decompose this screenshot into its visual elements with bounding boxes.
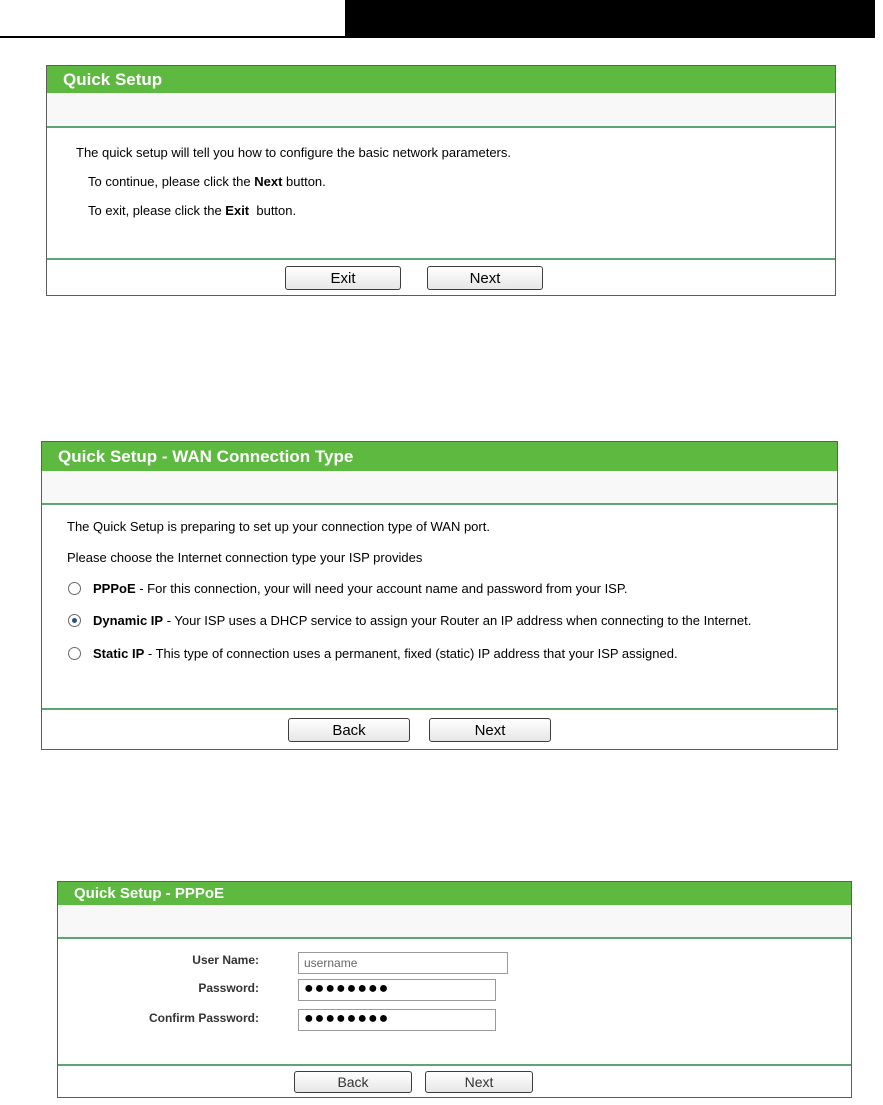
wan-intro-text: The Quick Setup is preparing to set up your connection type of WAN port. [67,519,490,534]
exit-text-post: button. [249,203,297,218]
option-dynamic-ip-name: Dynamic IP [93,613,164,628]
panel-stripe [47,93,835,128]
panel-footer [47,258,835,295]
panel-title: Quick Setup [47,66,835,93]
user-name-label: User Name: [192,953,259,967]
confirm-password-input[interactable]: ●●●●●●●● [298,1009,496,1031]
continue-text [88,174,326,189]
panel-stripe [42,471,837,505]
radio-pppoe[interactable] [68,582,81,595]
panel-stripe [58,905,851,939]
continue-text-bold: Next [254,174,283,189]
option-static-ip[interactable] [68,646,678,661]
password-label: Password: [198,981,259,995]
option-static-ip-desc: - This type of connection uses a permanent, fixed (static) IP address that your ISP assigned. [144,646,678,661]
quick-setup-panel [46,65,836,296]
radio-static-ip[interactable] [68,647,81,660]
top-black-bar [345,0,875,38]
continue-text-pre: To continue, please click the [88,174,255,189]
option-pppoe-name: PPPoE [93,581,136,596]
back-button[interactable]: Back [294,1071,412,1093]
panel-body [58,939,851,1064]
option-dynamic-ip[interactable] [68,613,751,628]
exit-text-pre: To exit, please click the [88,203,226,218]
option-pppoe-desc: - For this connection, your will need your account name and password from your ISP. [135,581,628,596]
exit-text [88,203,296,218]
next-button[interactable]: Next [425,1071,533,1093]
intro-text: The quick setup will tell you how to configure the basic network parameters. [76,145,511,160]
option-dynamic-ip-desc: - Your ISP uses a DHCP service to assign your Router an IP address when connecting to the Internet. [163,613,752,628]
wan-choose-text: Please choose the Internet connection type your ISP provides [67,550,423,565]
pppoe-panel [57,881,852,1098]
panel-body [47,128,835,258]
option-pppoe[interactable] [68,581,627,596]
user-name-input[interactable]: username [298,952,508,974]
radio-dynamic-ip[interactable] [68,614,81,627]
next-button[interactable]: Next [427,266,543,290]
continue-text-post: button. [282,174,326,189]
panel-title: Quick Setup - PPPoE [58,882,851,905]
exit-button[interactable]: Exit [285,266,401,290]
top-rule [0,36,345,38]
next-button[interactable]: Next [429,718,551,742]
wan-connection-type-panel [41,441,838,750]
panel-body [42,505,837,708]
panel-footer [42,708,837,749]
panel-footer [58,1064,851,1097]
exit-text-bold: Exit [225,203,250,218]
option-static-ip-name: Static IP [93,646,145,661]
back-button[interactable]: Back [288,718,410,742]
panel-title: Quick Setup - WAN Connection Type [42,442,837,471]
password-input[interactable]: ●●●●●●●● [298,979,496,1001]
confirm-password-label: Confirm Password: [148,1011,259,1025]
